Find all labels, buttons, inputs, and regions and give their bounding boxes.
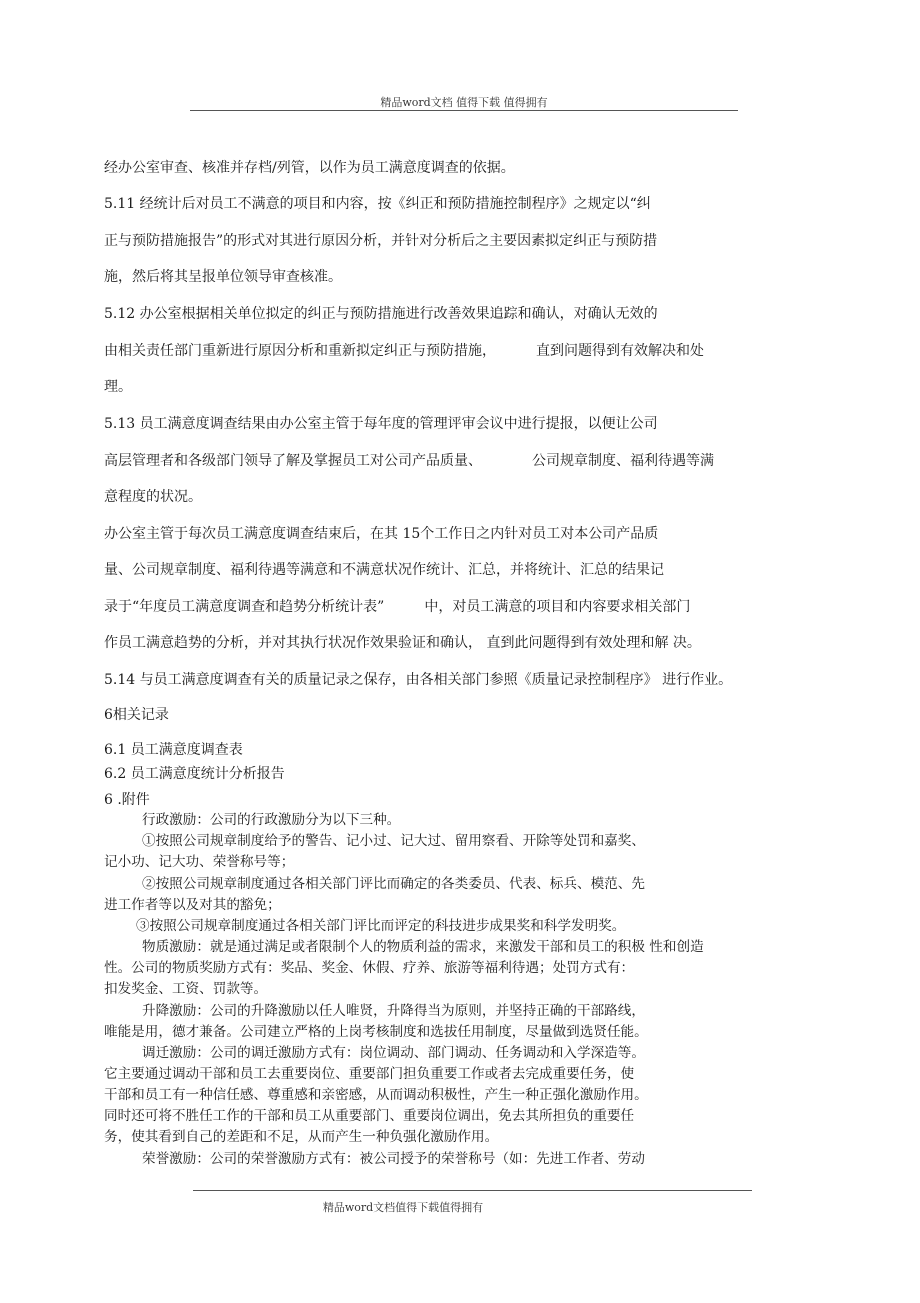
section-5-13-line-1: 5.13 员工满意度调查结果由办公室主管于每年度的管理评审会议中进行提报，以便让公司 [104,416,658,432]
section-5-12-line-1: 5.12 办公室根据相关单位拟定的纠正与预防措施进行改善效果追踪和确认，对确认无效的 [104,306,658,322]
text-segment: 公司规章制度、福利待遇等满 [532,453,714,469]
section-5-11-line-2: 正与预防措施报告”的形式对其进行原因分析，并针对分析后之主要因素拟定纠正与预防措 [104,233,658,249]
paragraph-line: 作员工满意趋势的分析，并对其执行状况作效果验证和确认， 直到此问题得到有效处理和解 决。 [104,635,701,651]
section-5-12-line-3: 理。 [104,379,132,395]
section-5-11-line-1: 5.11 经统计后对员工不满意的项目和内容，按《纠正和预防措施控制程序》之规定以“纠 [104,196,651,212]
section-5-13-line-2 [104,453,714,469]
paragraph-line: 经办公室审查、核准并存档/列管，以作为员工满意度调查的依据。 [104,160,515,176]
attachment-line: 记小功、记大功、荣誉称号等； [104,854,295,870]
attachment-line: 调迁激励：公司的调迁激励方式有：岗位调动、部门调动、任务调动和入学深造等。 [142,1045,645,1061]
text-segment: 高层管理者和各级部门领导了解及掌握员工对公司产品质量、 [104,453,482,469]
attachment-heading: 6 .附件 [104,792,150,808]
text-segment: 录于“年度员工满意度调查和趋势分析统计表” [104,599,385,615]
attachment-line: 行政激励：公司的行政激励分为以下三种。 [142,812,401,828]
record-item-6-2: 6.2 员工满意度统计分析报告 [104,766,285,782]
attachment-line: 唯能是用，德才兼备。公司建立严格的上岗考核制度和选拔任用制度，尽量做到选贤任能。 [104,1024,648,1040]
attachment-line: ②按照公司规章制度通过各相关部门评比而确定的各类委员、代表、标兵、模范、先 [142,876,645,892]
attachment-line: 同时还可将不胜任工作的干部和员工从重要部门、重要岗位调出，免去其所担负的重要任 [104,1108,635,1124]
attachment-line: 扣发奖金、工资、罚款等。 [104,981,268,997]
text-segment: 由相关责任部门重新进行原因分析和重新拟定纠正与预防措施， [104,343,496,359]
record-item-6-1: 6.1 员工满意度调查表 [104,742,243,758]
page-footer: 精品word文档值得下载值得拥有 [322,1201,484,1214]
section-5-11-line-3: 施，然后将其呈报单位领导审查核准。 [104,269,342,285]
section-5-14: 5.14 与员工满意度调查有关的质量记录之保存，由各相关部门参照《质量记录控制程序》 进行作业。 [104,672,733,688]
page-header: 精品word文档 值得下载 值得拥有 [380,96,548,109]
paragraph-line [104,599,690,615]
attachment-line: 进工作者等以及对其的豁免； [104,897,281,913]
footer-divider [193,1190,752,1191]
attachment-line: 荣誉激励：公司的荣誉激励方式有：被公司授予的荣誉称号（如：先进工作者、劳动 [142,1151,645,1167]
attachment-line: ③按照公司规章制度通过各相关部门评比而评定的科技进步成果奖和科学发明奖。 [136,918,626,934]
attachment-line: 干部和员工有一种信任感、尊重感和亲密感，从而调动积极性，产生一种正强化激励作用。 [104,1087,648,1103]
section-5-13-line-3: 意程度的状况。 [104,489,202,505]
attachment-line: 升降激励：公司的升降激励以任人唯贤，升降得当为原则，并坚持正确的干部路线， [142,1003,645,1019]
paragraph-line: 量、公司规章制度、福利待遇等满意和不满意状况作统计、汇总，并将统计、汇总的结果记 [104,562,664,578]
attachment-line: 务，使其看到自己的差距和不足，从而产生一种负强化激励作用。 [104,1129,499,1145]
attachment-line: 它主要通过调动干部和员工去重要岗位、重要部门担负重要工作或者去完成重要任务，使 [104,1066,635,1082]
attachment-line: ①按照公司规章制度给予的警告、记小过、记大过、留用察看、开除等处罚和嘉奖、 [142,833,645,849]
attachment-line: 物质激励：就是通过满足或者限制个人的物质利益的需求，来激发干部和员工的积极 性和创造 [142,939,704,955]
paragraph-line: 办公室主管于每次员工满意度调查结束后，在其 15个工作日之内针对员工对本公司产品质 [104,526,659,542]
attachment-line: 性。公司的物质奖励方式有：奖品、奖金、休假、疗养、旅游等福利待遇；处罚方式有： [104,960,635,976]
text-segment: 中，对员工满意的项目和内容要求相关部门 [424,599,691,615]
section-heading-6: 6相关记录 [104,707,169,723]
section-5-12-line-2 [104,343,704,359]
header-divider [190,110,738,111]
text-segment: 直到问题得到有效解决和处 [536,343,704,359]
